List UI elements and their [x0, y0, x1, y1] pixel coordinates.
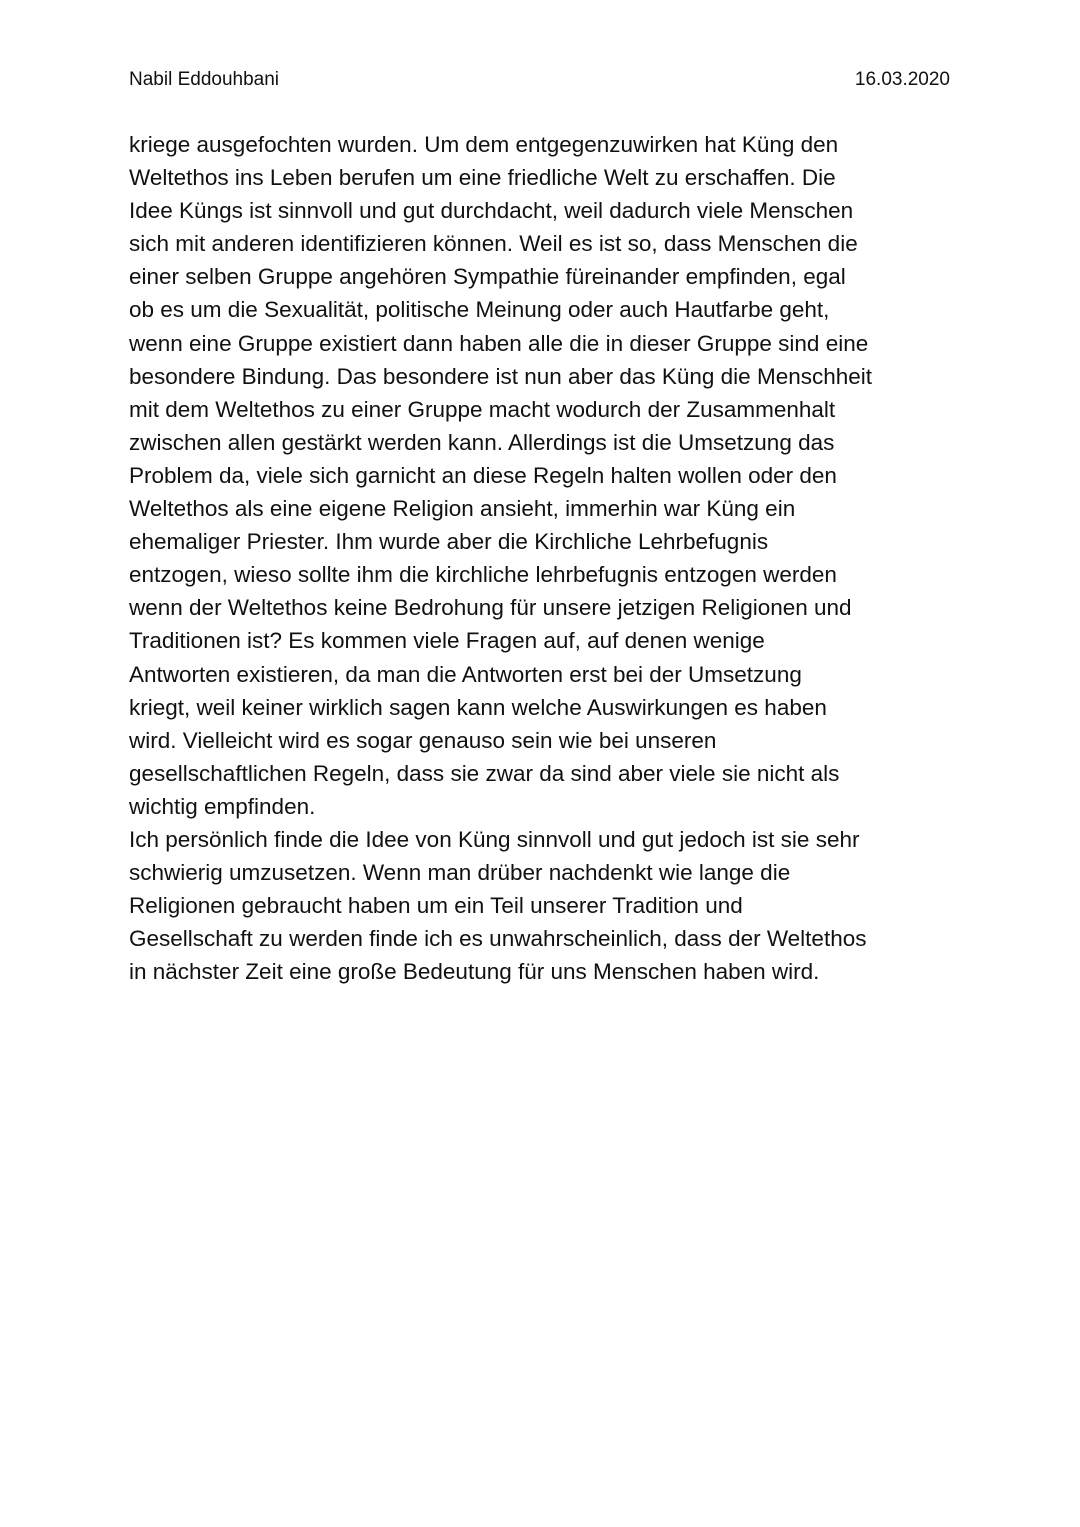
- text-line: wichtig empfinden.: [129, 793, 316, 819]
- text-line: wenn eine Gruppe existiert dann haben alle die in dieser Gruppe sind eine: [129, 330, 869, 356]
- text-line: Antworten existieren, da man die Antworten erst bei der Umsetzung: [129, 661, 802, 687]
- text-line: sich mit anderen identifizieren können. Weil es ist so, dass Menschen die: [129, 231, 858, 257]
- text-line: in nächster Zeit eine große Bedeutung für uns Menschen haben wird.: [129, 959, 820, 985]
- text-line: gesellschaftlichen Regeln, dass sie zwar da sind aber viele sie nicht als: [129, 760, 840, 786]
- text-line: Gesellschaft zu werden finde ich es unwahrscheinlich, dass der Weltethos: [129, 926, 867, 952]
- text-line: Religionen gebraucht haben um ein Teil unserer Tradition und: [129, 893, 743, 919]
- text-line: Idee Küngs ist sinnvoll und gut durchdacht, weil dadurch viele Menschen: [129, 198, 854, 224]
- text-line: ob es um die Sexualität, politische Meinung oder auch Hautfarbe geht,: [129, 297, 830, 323]
- text-line: schwierig umzusetzen. Wenn man drüber nachdenkt wie lange die: [129, 860, 791, 886]
- text-line: Weltethos als eine eigene Religion ansieht, immerhin war Küng ein: [129, 496, 796, 522]
- text-line: Weltethos ins Leben berufen um eine friedliche Welt zu erschaffen. Die: [129, 165, 836, 191]
- document-date: 16.03.2020: [854, 69, 950, 90]
- text-line: entzogen, wieso sollte ihm die kirchliche lehrbefugnis entzogen werden: [129, 562, 837, 588]
- text-line: wenn der Weltethos keine Bedrohung für unsere jetzigen Religionen und: [129, 595, 852, 621]
- text-line: Traditionen ist? Es kommen viele Fragen auf, auf denen wenige: [129, 628, 765, 654]
- text-line: kriegt, weil keiner wirklich sagen kann welche Auswirkungen es haben: [129, 694, 827, 720]
- text-line: mit dem Weltethos zu einer Gruppe macht wodurch der Zusammenhalt: [129, 396, 836, 422]
- text-line: Ich persönlich finde die Idee von Küng sinnvoll und gut jedoch ist sie sehr: [129, 826, 860, 852]
- text-line: zwischen allen gestärkt werden kann. Allerdings ist die Umsetzung das: [129, 429, 835, 455]
- text-line: kriege ausgefochten wurden. Um dem entgegenzuwirken hat Küng den: [129, 132, 839, 157]
- page-header: [129, 66, 950, 94]
- text-line: wird. Vielleicht wird es sogar genauso sein wie bei unseren: [129, 727, 717, 753]
- body-text: [129, 128, 959, 988]
- text-line: einer selben Gruppe angehören Sympathie füreinander empfinden, egal: [129, 264, 846, 290]
- text-line: ehemaliger Priester. Ihm wurde aber die Kirchliche Lehrbefugnis: [129, 529, 769, 555]
- text-line: besondere Bindung. Das besondere ist nun aber das Küng die Menschheit: [129, 363, 873, 389]
- text-line: Problem da, viele sich garnicht an diese Regeln halten wollen oder den: [129, 462, 837, 488]
- author-name: Nabil Eddouhbani: [129, 69, 280, 90]
